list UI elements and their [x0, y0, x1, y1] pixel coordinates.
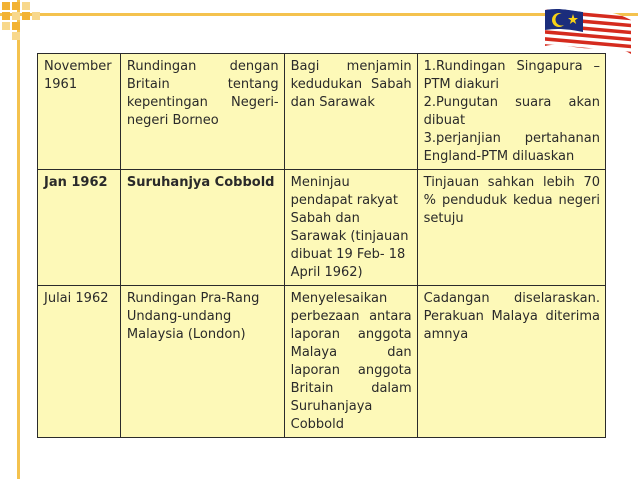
- decorative-square: [12, 2, 20, 10]
- date-cell: [38, 170, 121, 286]
- purpose-text: Meninjau pendapat rakyat Sabah dan Sarawak (tinjauan dibuat 19 Feb- 18 April 1962): [290, 175, 409, 280]
- event-text: Suruhanjya Cobbold: [126, 175, 275, 190]
- purpose-cell: [284, 286, 417, 438]
- result-item: Tinjauan sahkan lebih 70 % penduduk kedua negeri setuju: [423, 175, 600, 226]
- table-row: [38, 54, 606, 170]
- date-text: Jan 1962: [44, 175, 108, 190]
- table-row: [38, 170, 606, 286]
- event-text: Rundingan Pra-Rang Undang-undang Malaysia (London): [126, 291, 260, 342]
- decorative-square: [12, 22, 20, 30]
- purpose-cell: [284, 170, 417, 286]
- decorative-square: [12, 12, 20, 20]
- result-cell: [417, 170, 605, 286]
- decorative-square: [12, 32, 20, 40]
- table-row: [38, 286, 606, 438]
- date-text: November 1961: [44, 59, 112, 92]
- event-cell: [120, 54, 284, 170]
- result-item: 2.Pungutan suara akan dibuat: [423, 95, 600, 128]
- event-cell: [120, 286, 284, 438]
- event-text: Rundingan dengan Britain tentang kepentingan Negeri-negeri Borneo: [126, 59, 279, 128]
- purpose-cell: [284, 54, 417, 170]
- date-cell: [38, 286, 121, 438]
- result-cell: [417, 286, 605, 438]
- decorative-square: [2, 22, 10, 30]
- result-item: Cadangan diselaraskan. Perakuan Malaya diterima amnya: [423, 291, 600, 342]
- decorative-square: [2, 12, 10, 20]
- event-cell: [120, 170, 284, 286]
- decorative-square: [2, 2, 10, 10]
- history-table: [37, 53, 606, 438]
- date-cell: [38, 54, 121, 170]
- result-cell: [417, 54, 605, 170]
- result-item: 1.Rundingan Singapura – PTM diakuri: [423, 59, 600, 92]
- decorative-left-line: [17, 0, 20, 479]
- malaysia-flag-icon: [543, 6, 633, 56]
- result-item: 3.perjanjian pertahanan England-PTM diluaskan: [423, 131, 600, 164]
- decorative-square: [32, 12, 40, 20]
- decorative-square: [22, 12, 30, 20]
- purpose-text: Bagi menjamin kedudukan Sabah dan Sarawak: [290, 59, 412, 110]
- purpose-text: Menyelesaikan perbezaan antara laporan anggota Malaya dan laporan anggota Britain dalam Suruhanjaya Cobbold: [290, 291, 412, 432]
- date-text: Julai 1962: [44, 291, 109, 306]
- decorative-square: [22, 2, 30, 10]
